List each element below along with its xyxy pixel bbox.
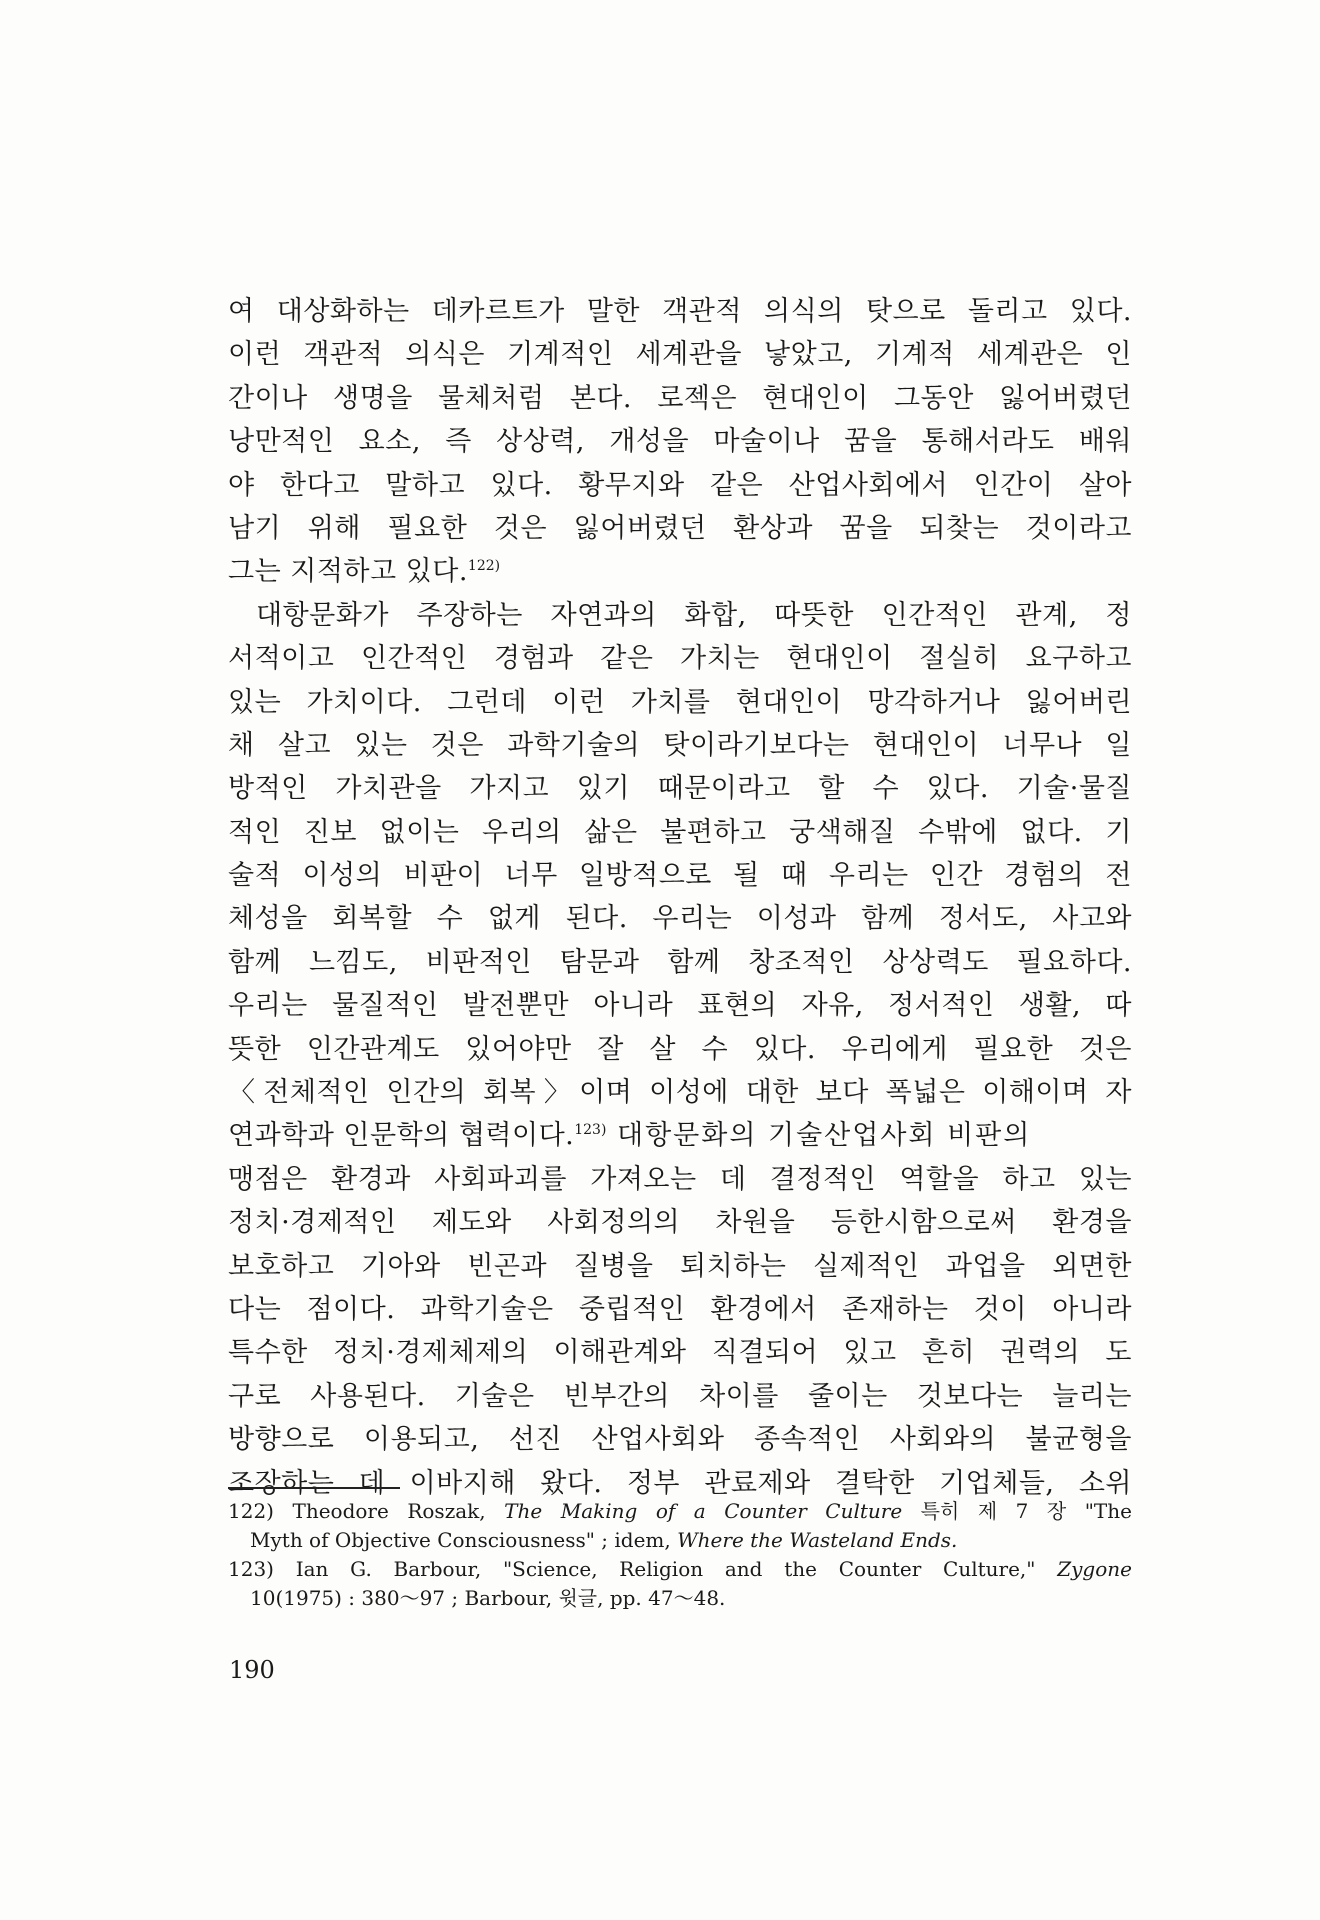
text-line: 조장하는 데 이바지해 왔다. 정부 관료제와 결탁한 기업체들, 소위 [228, 1467, 1132, 1499]
text-line: 우리는 물질적인 발전뿐만 아니라 표현의 자유, 정서적인 생활, 따 [228, 990, 1132, 1022]
text-line: 특수한 정치·경제체제의 이해관계와 직결되어 있고 흔히 권력의 도 [228, 1337, 1132, 1369]
footnote-book-title: The Making of a Counter Culture [504, 1499, 903, 1523]
footnote-123-line-1 [228, 1555, 1132, 1584]
text-line: 방향으로 이용되고, 선진 산업사회와 종속적인 사회와의 불균형을 [228, 1424, 1132, 1456]
text-line: 체성을 회복할 수 없게 된다. 우리는 이성과 함께 정서도, 사고와 [228, 903, 1132, 935]
text-fragment: 연과학과 인문학의 협력이다. [228, 1120, 575, 1152]
text-line [228, 1114, 1132, 1157]
text-line: 채 살고 있는 것은 과학기술의 탓이라기보다는 현대인이 너무나 일 [228, 729, 1132, 761]
footnote-ref-123: 123) [574, 1122, 607, 1139]
footnote-text: 특히 제 7 장 "The [902, 1499, 1132, 1523]
text-line: 맹점은 환경과 사회파괴를 가져오는 데 결정적인 역할을 하고 있는 [228, 1163, 1132, 1195]
text-line: 낭만적인 요소, 즉 상상력, 개성을 마술이나 꿈을 통해서라도 배워 [228, 426, 1132, 458]
text-line: 있는 가치이다. 그런데 이런 가치를 현대인이 망각하거나 잃어버린 [228, 686, 1132, 718]
text-line: 서적이고 인간적인 경험과 같은 가치는 현대인이 절실히 요구하고 [228, 643, 1132, 675]
text-line: 구로 사용된다. 기술은 빈부간의 차이를 줄이는 것보다는 늘리는 [228, 1380, 1132, 1412]
text-line [228, 550, 1132, 593]
text-line: 술적 이성의 비판이 너무 일방적으로 될 때 우리는 인간 경험의 전 [228, 860, 1132, 892]
text-line: 함께 느낌도, 비판적인 탐문과 함께 창조적인 상상력도 필요하다. [228, 946, 1132, 978]
text-line: 정치·경제적인 제도와 사회정의의 차원을 등한시함으로써 환경을 [228, 1207, 1132, 1239]
text-line: 〈전체적인 인간의 회복〉이며 이성에 대한 보다 폭넓은 이해이며 자 [228, 1077, 1132, 1109]
footnote-122-line-1 [228, 1497, 1132, 1526]
text-line: 야 한다고 말하고 있다. 황무지와 같은 산업사회에서 인간이 살아 [228, 469, 1132, 501]
footnote-divider [228, 1487, 400, 1489]
footnotes [228, 1497, 1132, 1613]
footnote-journal-title: Zygone [1057, 1557, 1132, 1581]
text-line: 보호하고 기아와 빈곤과 질병을 퇴치하는 실제적인 과업을 외면한 [228, 1250, 1132, 1282]
footnote-ref-122: 122) [467, 558, 501, 575]
text-line: 간이나 생명을 물체처럼 본다. 로젝은 현대인이 그동안 잃어버렸던 [228, 382, 1132, 414]
text-fragment: 그는 지적하고 있다. [228, 556, 468, 588]
text-line: 이런 객관적 의식은 기계적인 세계관을 낳았고, 기계적 세계관은 인 [228, 339, 1132, 371]
footnote-122-line-2 [228, 1526, 1132, 1555]
text-line: 남기 위해 필요한 것은 잃어버렸던 환상과 꿈을 되찾는 것이라고 [228, 512, 1132, 544]
footnote-book-title: Where the Wasteland Ends. [677, 1528, 958, 1552]
footnote-text: 123) Ian G. Barbour, "Science, Religion and the Counter Culture," [228, 1557, 1058, 1581]
body-text [228, 290, 1132, 1505]
text-fragment: 대항문화의 기술산업사회 비판의 [606, 1120, 1032, 1152]
text-line: 적인 진보 없이는 우리의 삶은 불편하고 궁색해질 수밖에 없다. 기 [228, 816, 1132, 848]
text-line: 대항문화가 주장하는 자연과의 화합, 따뜻한 인간적인 관계, 정 [256, 599, 1132, 631]
text-line: 방적인 가치관을 가지고 있기 때문이라고 할 수 있다. 기술·물질 [228, 773, 1132, 805]
text-line: 뜻한 인간관계도 있어야만 잘 살 수 있다. 우리에게 필요한 것은 [228, 1033, 1132, 1065]
text-line: 여 대상화하는 데카르트가 말한 객관적 의식의 탓으로 돌리고 있다. [228, 296, 1132, 327]
text-line: 다는 점이다. 과학기술은 중립적인 환경에서 존재하는 것이 아니라 [228, 1293, 1132, 1325]
footnote-text: Myth of Objective Consciousness" ; idem, [250, 1528, 678, 1552]
footnote-123-line-2: 10(1975) : 380～97 ; Barbour, 윗글, pp. 47～48. [250, 1586, 726, 1610]
footnote-text: 122) Theodore Roszak, [228, 1499, 505, 1523]
page-number: 190 [229, 1656, 275, 1684]
